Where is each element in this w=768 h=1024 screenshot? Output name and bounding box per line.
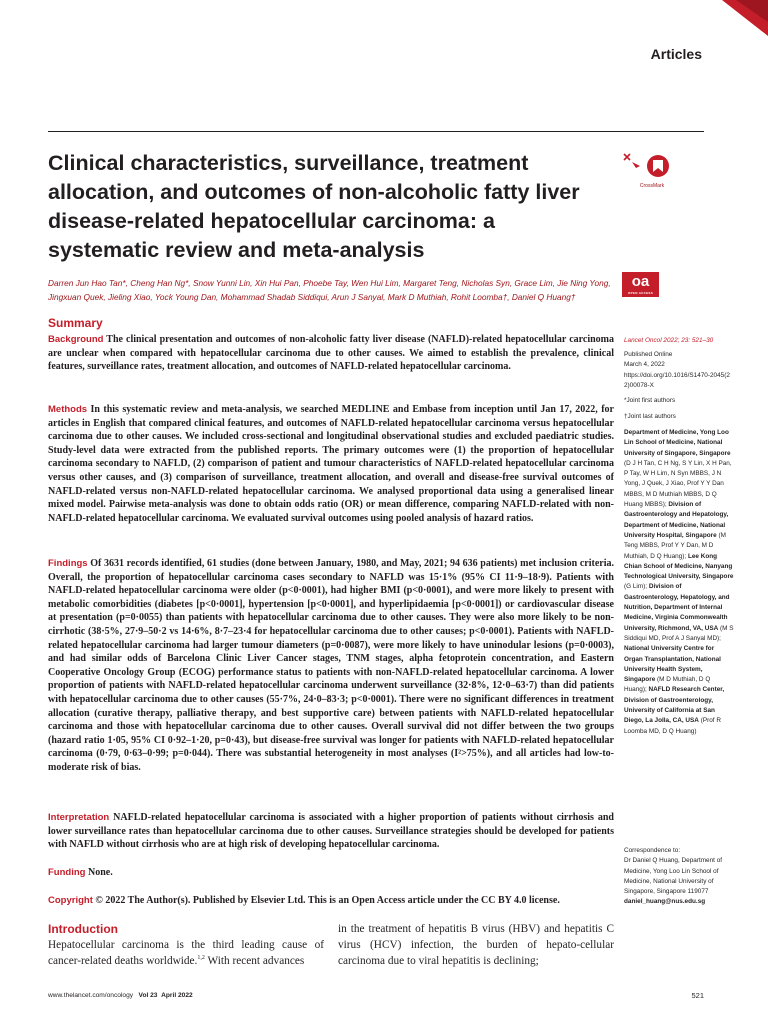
interpretation-label: Interpretation [48, 812, 110, 823]
sidebar-journal-ref [624, 336, 734, 346]
oa-subtext: OPEN ACCESS [627, 291, 654, 295]
correspondence-email[interactable]: daniel_huang@nus.edu.sg [624, 898, 706, 906]
sidebar-joint-first: *Joint first authors [624, 397, 676, 404]
intro-citation[interactable]: 1,2 [197, 955, 205, 962]
summary-heading: Summary [48, 316, 103, 330]
intro-col1-text: Hepatocellular carcinoma is the third leading cause of cancer-related deaths worldwide. [48, 939, 324, 967]
publication-date: March 4, 2022 [624, 361, 665, 369]
affiliation-4: Division of Gastroenterology, Hepatology, and Nutrition, Department of Internal Medicine, Virginia Commonwealth University, Richmond, VA, USA [624, 583, 730, 632]
sidebar-affiliations [624, 428, 734, 737]
findings-text: Of 3631 records identified, 61 studies (done between January, 1980, and May, 2021; 94 636 patients) met inclusion criteria. Overall, the proportion of hepatocellular carcinoma cases secondary to NAFLD was 15·1% (95% CI 11·9–18·9). Patients with NAFLD-related hepatocellular carcinoma were older (p<0·0001), had higher BMI (p<0·0001), and were more likely to present with metabolic comorbidities (diabetes [p<0·0001], hypertension [p<0·0001], and hyperlipidaemia [p<0·0001]) or cardiovascular disease at presentation (p=0·0055) than patients with hepatocellular carcinoma due to other causes. They were also more likely to be non-cirrhotic (38·5%, 27·9–50·2 vs 14·6%, 8·7–23·4 for hepatocellular carcinoma due to other causes; p<0·0001). Patients with NAFLD-related hepatocellular carcinoma had larger tumour diameters (p=0·0087), were more likely to have uninodular lesions (p=0·0003), and had similar odds of Barcelona Clinic Liver Cancer stages, TNM stages, alpha fetoprotein concentration, and Eastern Cooperative Oncology Group (ECOG) performance status to patients with non-NAFLD-related hepatocellular carcinoma. A lower proportion of patients with NAFLD-related hepatocellular carcinoma underwent surveillance (32·8%, 12·0–63·7) than did patients with hepatocellular carcinoma due to other causes (55·7%, 24·0–83·3; p<0·0001). There were no significant differences in treatment allocation (curative therapy, palliative therapy, and best supportive care) between patients with NAFLD-related hepatocellular carcinoma and those with hepatocellular carcinoma due to other causes. Overall survival did not differ between the two groups (hazard ratio 1·05, 95% CI 0·92–1·20, p=0·43), but disease-free survival was longer for patients with NAFLD-related hepatocellular carcinoma (0·79, 0·63–0·99; p=0·044). There was substantial heterogeneity in most analyses (I²>75%), and all articles had low-to-moderate risk of bias. [48, 558, 615, 773]
header-rule [48, 131, 704, 132]
footer-url[interactable]: www.thelancet.com/oncology [48, 992, 134, 999]
affiliation-6-names: (Prof R Loomba MD, D Q Huang) [624, 717, 721, 735]
affiliation-5: National University Centre for Organ Transplantation, National University Health System, Singapore [624, 645, 721, 684]
affiliation-3-names: (G Lim); [624, 583, 648, 591]
affiliation-4-names: (M S Siddiqui MD, Prof A J Sanyal MD); [624, 624, 734, 642]
abstract-methods [48, 403, 614, 525]
introduction-heading: Introduction [48, 922, 118, 936]
sidebar-publication [624, 350, 734, 391]
doi-link[interactable]: https://doi.org/10.1016/S1470-2045(22)00078-X [624, 371, 730, 389]
abstract-funding [48, 866, 614, 880]
correspondence-label: Correspondence to: [624, 847, 681, 854]
methods-label: Methods [48, 404, 88, 415]
affiliation-5-names: (M D Muthiah, D Q Huang); [624, 676, 711, 694]
crossmark-badge[interactable] [620, 150, 680, 189]
crossmark-icon [620, 150, 680, 180]
crossmark-label: CrossMark [639, 183, 665, 189]
abstract-copyright [48, 894, 614, 908]
correspondence-address: Dr Daniel Q Huang, Department of Medicine, Yong Loo Lin School of Medicine, National University of Singapore, Singapore 119077 [624, 857, 723, 896]
abstract-background [48, 333, 614, 374]
footer-citation [48, 992, 193, 999]
corner-decoration [722, 0, 768, 36]
findings-label: Findings [48, 558, 88, 569]
copyright-text: © 2022 The Author(s). Published by Elsevier Ltd. This is an Open Access article under the CC BY 4.0 license. [95, 895, 560, 906]
introduction-column-1 [48, 937, 324, 969]
page-number: 521 [691, 991, 704, 1000]
journal-reference: Lancet Oncol 2022; 23: 521–30 [624, 337, 714, 344]
affiliation-6: NAFLD Research Center, Division of Gastroenterology, University of California at San Diego, La Jolla, CA, USA [624, 686, 725, 725]
affiliation-3: Lee Kong Chian School of Medicine, Nanyang Technological University, Singapore [624, 552, 734, 581]
intro-col1-tail: With recent advances [204, 955, 305, 967]
interpretation-text: NAFLD-related hepatocellular carcinoma is associated with a higher proportion of patients without cirrhosis and lower surveillance rates than hepatocellular carcinoma due to other causes. Surveillance strategies should be developed for patients with NAFLD without cirrhosis who are at high risk of developing hepatocellular carcinoma. [48, 812, 614, 851]
introduction-column-2: in the treatment of hepatitis B virus (HBV) and hepatitis C virus (HCV) infection, the burden of hepato-cellular carcinoma due to viral hepatitis is declining; [338, 923, 614, 967]
sidebar-correspondence [624, 846, 734, 908]
copyright-label: Copyright [48, 895, 93, 906]
footer-month: April 2022 [161, 992, 193, 999]
affiliation-2-names: (M Teng MBBS, Prof Y Y Dan, M D Muthiah, D Q Huang); [624, 531, 726, 560]
footer-volume: Vol 23 [138, 992, 158, 999]
background-text: The clinical presentation and outcomes of non-alcoholic fatty liver disease (NAFLD)-related hepatocellular carcinoma are unclear when compared with hepatocellular carcinoma due to other causes. We aimed to establish the prevalence, clinical features, surveillance rates, treatment allocation, and outcomes of NAFLD-related hepatocellular carcinoma. [48, 334, 614, 373]
methods-text: In this systematic review and meta-analysis, we searched MEDLINE and Embase from inception until Jan 17, 2022, for articles in English that compared clinical features, and outcomes of NAFLD-related hepatocellular carcinoma versus hepatocellular carcinoma due to other causes. We included cross-sectional and longitudinal observational studies and excluded paediatric studies. Study-level data were extracted from the published reports. The primary outcomes were (1) the proportion of hepatocellular carcinoma secondary to NAFLD, (2) comparison of patient and tumour characteristics of NAFLD-related hepatocellular carcinoma versus other causes, and (3) comparison of surveillance, treatment allocation, and overall and disease-free survival outcomes of NAFLD-related versus non-NAFLD-related hepatocellular carcinoma. We analysed proportional data using a generalised linear mixed model. Pairwise meta-analysis was done to obtain odds ratio (OR) or mean difference, comparing NAFLD-related with non-NAFLD-related hepatocellular carcinoma. We evaluated survival outcomes using pooled analysis of hazard ratios. [48, 404, 614, 524]
affiliation-1: Department of Medicine, Yong Loo Lin School of Medicine, National University of Singapore, Singapore [624, 429, 731, 457]
affiliation-1-names: (D J H Tan, C H Ng, S Y Lin, X H Pan, P Tay, W H Lim, N Syn MBBS, J N Yong, J Quek, J Xiao, Prof Y Y Dan MBBS, M D Muthiah MBBS, D Q Huang MBBS); [624, 459, 732, 509]
sidebar-joint-last: †Joint last authors [624, 413, 676, 420]
abstract-findings [48, 557, 614, 775]
article-title: Clinical characteristics, surveillance, treatment allocation, and outcomes of non-alcoholic fatty liver disease-related hepatocellular carcinoma: a systematic review and meta-analysis [48, 151, 580, 262]
background-label: Background [48, 334, 104, 345]
affiliation-2: Division of Gastroenterology and Hepatology, Department of Medicine, National University Hospital, Singapore [624, 501, 729, 539]
abstract-interpretation [48, 811, 614, 852]
funding-text: None. [87, 867, 113, 878]
funding-label: Funding [48, 867, 86, 878]
section-label: Articles [650, 46, 702, 62]
open-access-badge [622, 272, 659, 297]
oa-text: oa [631, 273, 650, 290]
author-list: Darren Jun Hao Tan*, Cheng Han Ng*, Snow Yunni Lin, Xin Hui Pan, Phoebe Tay, Wen Hui Lim, Margaret Teng, Nicholas Syn, Grace Lim, Jie Ning Yong, Jingxuan Quek, Jieling Xiao, Yock Young Dan, Mohammad Shadab Siddiqui, Arun J Sanyal, Mark D Muthiah, Rohit Loomba†, Daniel Q Huang† [48, 278, 611, 302]
published-online-label: Published Online [624, 351, 673, 358]
